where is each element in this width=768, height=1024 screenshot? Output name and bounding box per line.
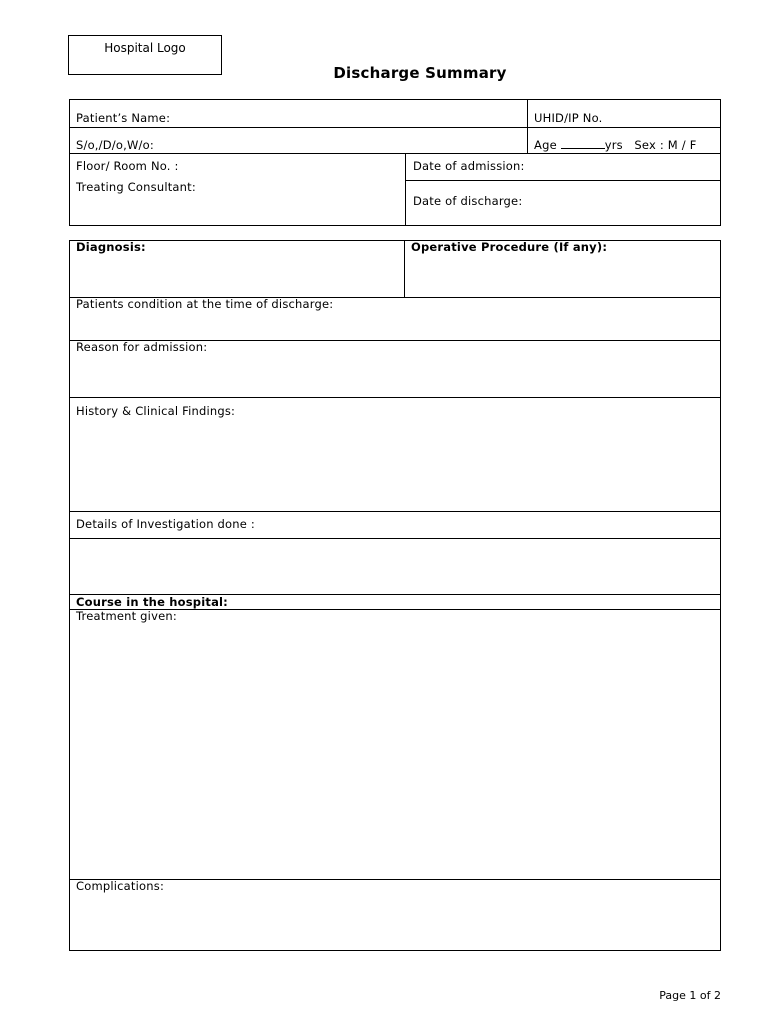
- yrs-label: yrs: [604, 138, 623, 152]
- uhid-field[interactable]: UHID/IP No.: [534, 111, 603, 125]
- course-label: Course in the hospital:: [76, 595, 228, 609]
- reason-field[interactable]: Reason for admission:: [76, 340, 208, 354]
- date-discharge-field[interactable]: Date of discharge:: [413, 194, 523, 208]
- divider: [69, 127, 721, 128]
- sex-label: Sex : M / F: [634, 138, 697, 152]
- consultant-field[interactable]: Treating Consultant:: [76, 180, 196, 194]
- treatment-field[interactable]: Treatment given:: [76, 609, 177, 623]
- patient-name-field[interactable]: Patient’s Name:: [76, 111, 171, 125]
- age-sex-field[interactable]: [534, 138, 697, 152]
- divider: [69, 511, 721, 512]
- date-admission-field[interactable]: Date of admission:: [413, 159, 525, 173]
- divider: [405, 153, 406, 226]
- condition-field[interactable]: Patients condition at the time of discharge:: [76, 297, 334, 311]
- hospital-logo-text: Hospital Logo: [104, 41, 186, 55]
- investigation-field[interactable]: Details of Investigation done :: [76, 517, 255, 531]
- age-blank[interactable]: [561, 139, 605, 149]
- divider: [69, 153, 721, 154]
- procedure-field[interactable]: Operative Procedure (If any):: [411, 240, 608, 254]
- divider: [69, 879, 721, 880]
- page-number: Page 1 of 2: [659, 989, 721, 1002]
- diagnosis-field[interactable]: Diagnosis:: [76, 240, 146, 254]
- age-label: Age: [534, 138, 557, 152]
- divider: [69, 538, 721, 539]
- floor-room-field[interactable]: Floor/ Room No. :: [76, 159, 179, 173]
- divider: [405, 180, 721, 181]
- complications-field[interactable]: Complications:: [76, 879, 165, 893]
- relation-field[interactable]: S/o,/D/o,W/o:: [76, 138, 154, 152]
- divider: [527, 99, 528, 154]
- history-field[interactable]: History & Clinical Findings:: [76, 404, 236, 418]
- divider: [69, 397, 721, 398]
- divider: [404, 240, 405, 298]
- page-title: Discharge Summary: [333, 64, 507, 82]
